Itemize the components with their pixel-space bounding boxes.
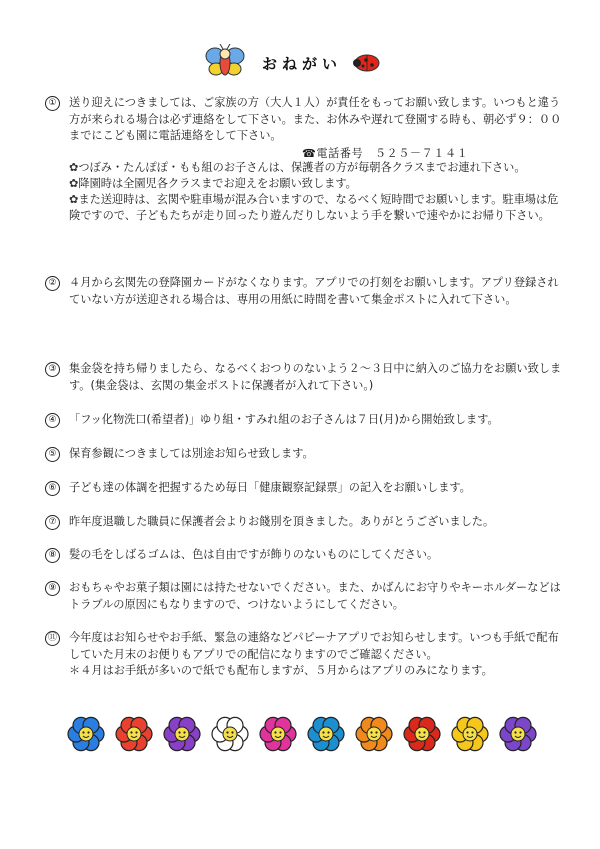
item-text: 昨年度退職した職員に保護者会よりお餞別を頂きました。ありがとうございました。 bbox=[69, 515, 495, 528]
flower-icon bbox=[164, 717, 200, 750]
notice-item-8 bbox=[47, 547, 567, 564]
page-title: おねがい bbox=[262, 55, 343, 73]
flower-icon bbox=[116, 717, 152, 750]
notice-item-2 bbox=[47, 275, 567, 308]
flower-icon bbox=[500, 717, 536, 750]
notice-item-7 bbox=[47, 514, 567, 531]
note-item: ✿つぼみ・たんぽぽ・もも組のお子さんは、保護者の方が毎朝各クラスまでお連れ下さい。 bbox=[69, 161, 526, 174]
notice-item-4 bbox=[47, 412, 567, 429]
item-text: 子ども達の体調を把握するため毎日「健康観察記録票」の記入をお願いします。 bbox=[69, 481, 471, 494]
flower-icon bbox=[356, 717, 392, 750]
notice-item-9 bbox=[47, 580, 567, 613]
flower-bullet-icon: ✿ bbox=[69, 177, 79, 190]
item-number: ④ bbox=[45, 413, 60, 428]
flower-icon bbox=[260, 717, 296, 750]
item-number: ⑧ bbox=[45, 548, 60, 563]
item-number: ② bbox=[45, 276, 60, 291]
notice-item-1 bbox=[47, 95, 567, 145]
item-number: ⑪ bbox=[45, 631, 60, 646]
notice-item-6 bbox=[47, 480, 567, 497]
flower-icon bbox=[404, 717, 440, 750]
notes-list bbox=[47, 160, 567, 224]
phone-number: ☎電話番号 ５２５－７１４１ bbox=[302, 147, 469, 160]
item-text: ４月から玄関先の登降園カードがなくなります。アプリでの打刻をお願いします。アプリ登録されていない方が送迎される場合は、専用の用紙に時間を書いて集金ポストに入れて下さい。 bbox=[69, 276, 559, 306]
flower-bullet-icon: ✿ bbox=[69, 193, 79, 206]
note-item: ✿また送迎時は、玄関や駐車場が混み合いますので、なるべく短時間でお願いします。駐車場は危険ですので、子どもたちが走り回ったり遊んだりしないよう手を繋いで速やかにお帰り下さい。 bbox=[69, 193, 559, 222]
butterfly-icon bbox=[205, 44, 245, 78]
item-number: ⑤ bbox=[45, 447, 60, 462]
ladybug-icon bbox=[352, 52, 382, 72]
flower-border bbox=[62, 710, 542, 760]
flower-bullet-icon: ✿ bbox=[69, 161, 79, 174]
notice-item-11 bbox=[47, 630, 567, 680]
item-number: ⑥ bbox=[45, 481, 60, 496]
notice-item-5 bbox=[47, 446, 567, 463]
flower-icon bbox=[308, 717, 344, 750]
item-text: 髪の毛をしばるゴムは、色は自由ですが飾りのないものにしてください。 bbox=[69, 548, 439, 561]
item-number: ① bbox=[45, 96, 60, 111]
note-item: ✿降園時は全園児各クラスまでお迎えをお願い致します。 bbox=[69, 177, 357, 190]
flower-icon bbox=[212, 717, 248, 750]
item-number: ⑦ bbox=[45, 515, 60, 530]
item-text: 送り迎えにつきましては、ご家族の方（大人１人）が責任をもってお願い致します。いつもと違う方が来られる場合は必ず連絡をして下さい。また、お休みや遅れて登園する時も、朝必ず９：００までにこども園に電話連絡をして下さい。 bbox=[69, 96, 562, 142]
flower-icon bbox=[452, 717, 488, 750]
item-text: おもちゃやお菓子類は園には持たせないでください。また、かばんにお守りやキーホルダーなどはトラブルの原因にもなりますので、つけないようにしてください。 bbox=[69, 581, 561, 611]
flower-icon bbox=[68, 717, 104, 750]
item-text: 今年度はお知らせやお手紙、緊急の連絡などパピーナアプリでお知らせします。いつも手紙で配布していた月末のお便りもアプリでの配信になりますのでご確認ください。 ＊４月はお手紙が多いので紙でも配布しますが、５月からはアプリのみになります。 bbox=[69, 631, 559, 677]
notice-item-3 bbox=[47, 361, 567, 394]
item-text: 集金袋を持ち帰りましたら、なるべくおつりのないよう２～３日中に納入のご協力をお願い致します。(集金袋は、玄関の集金ポストに保護者が入れて下さい。) bbox=[69, 362, 562, 392]
item-number: ③ bbox=[45, 362, 60, 377]
header bbox=[0, 44, 600, 78]
item-number: ⑨ bbox=[45, 581, 60, 596]
item-text: 「フッ化物洗口(希望者)」ゆり組・すみれ組のお子さんは７日(月)から開始致します。 bbox=[69, 413, 499, 426]
item-text: 保育参観につきましては別途お知らせ致します。 bbox=[69, 447, 314, 460]
